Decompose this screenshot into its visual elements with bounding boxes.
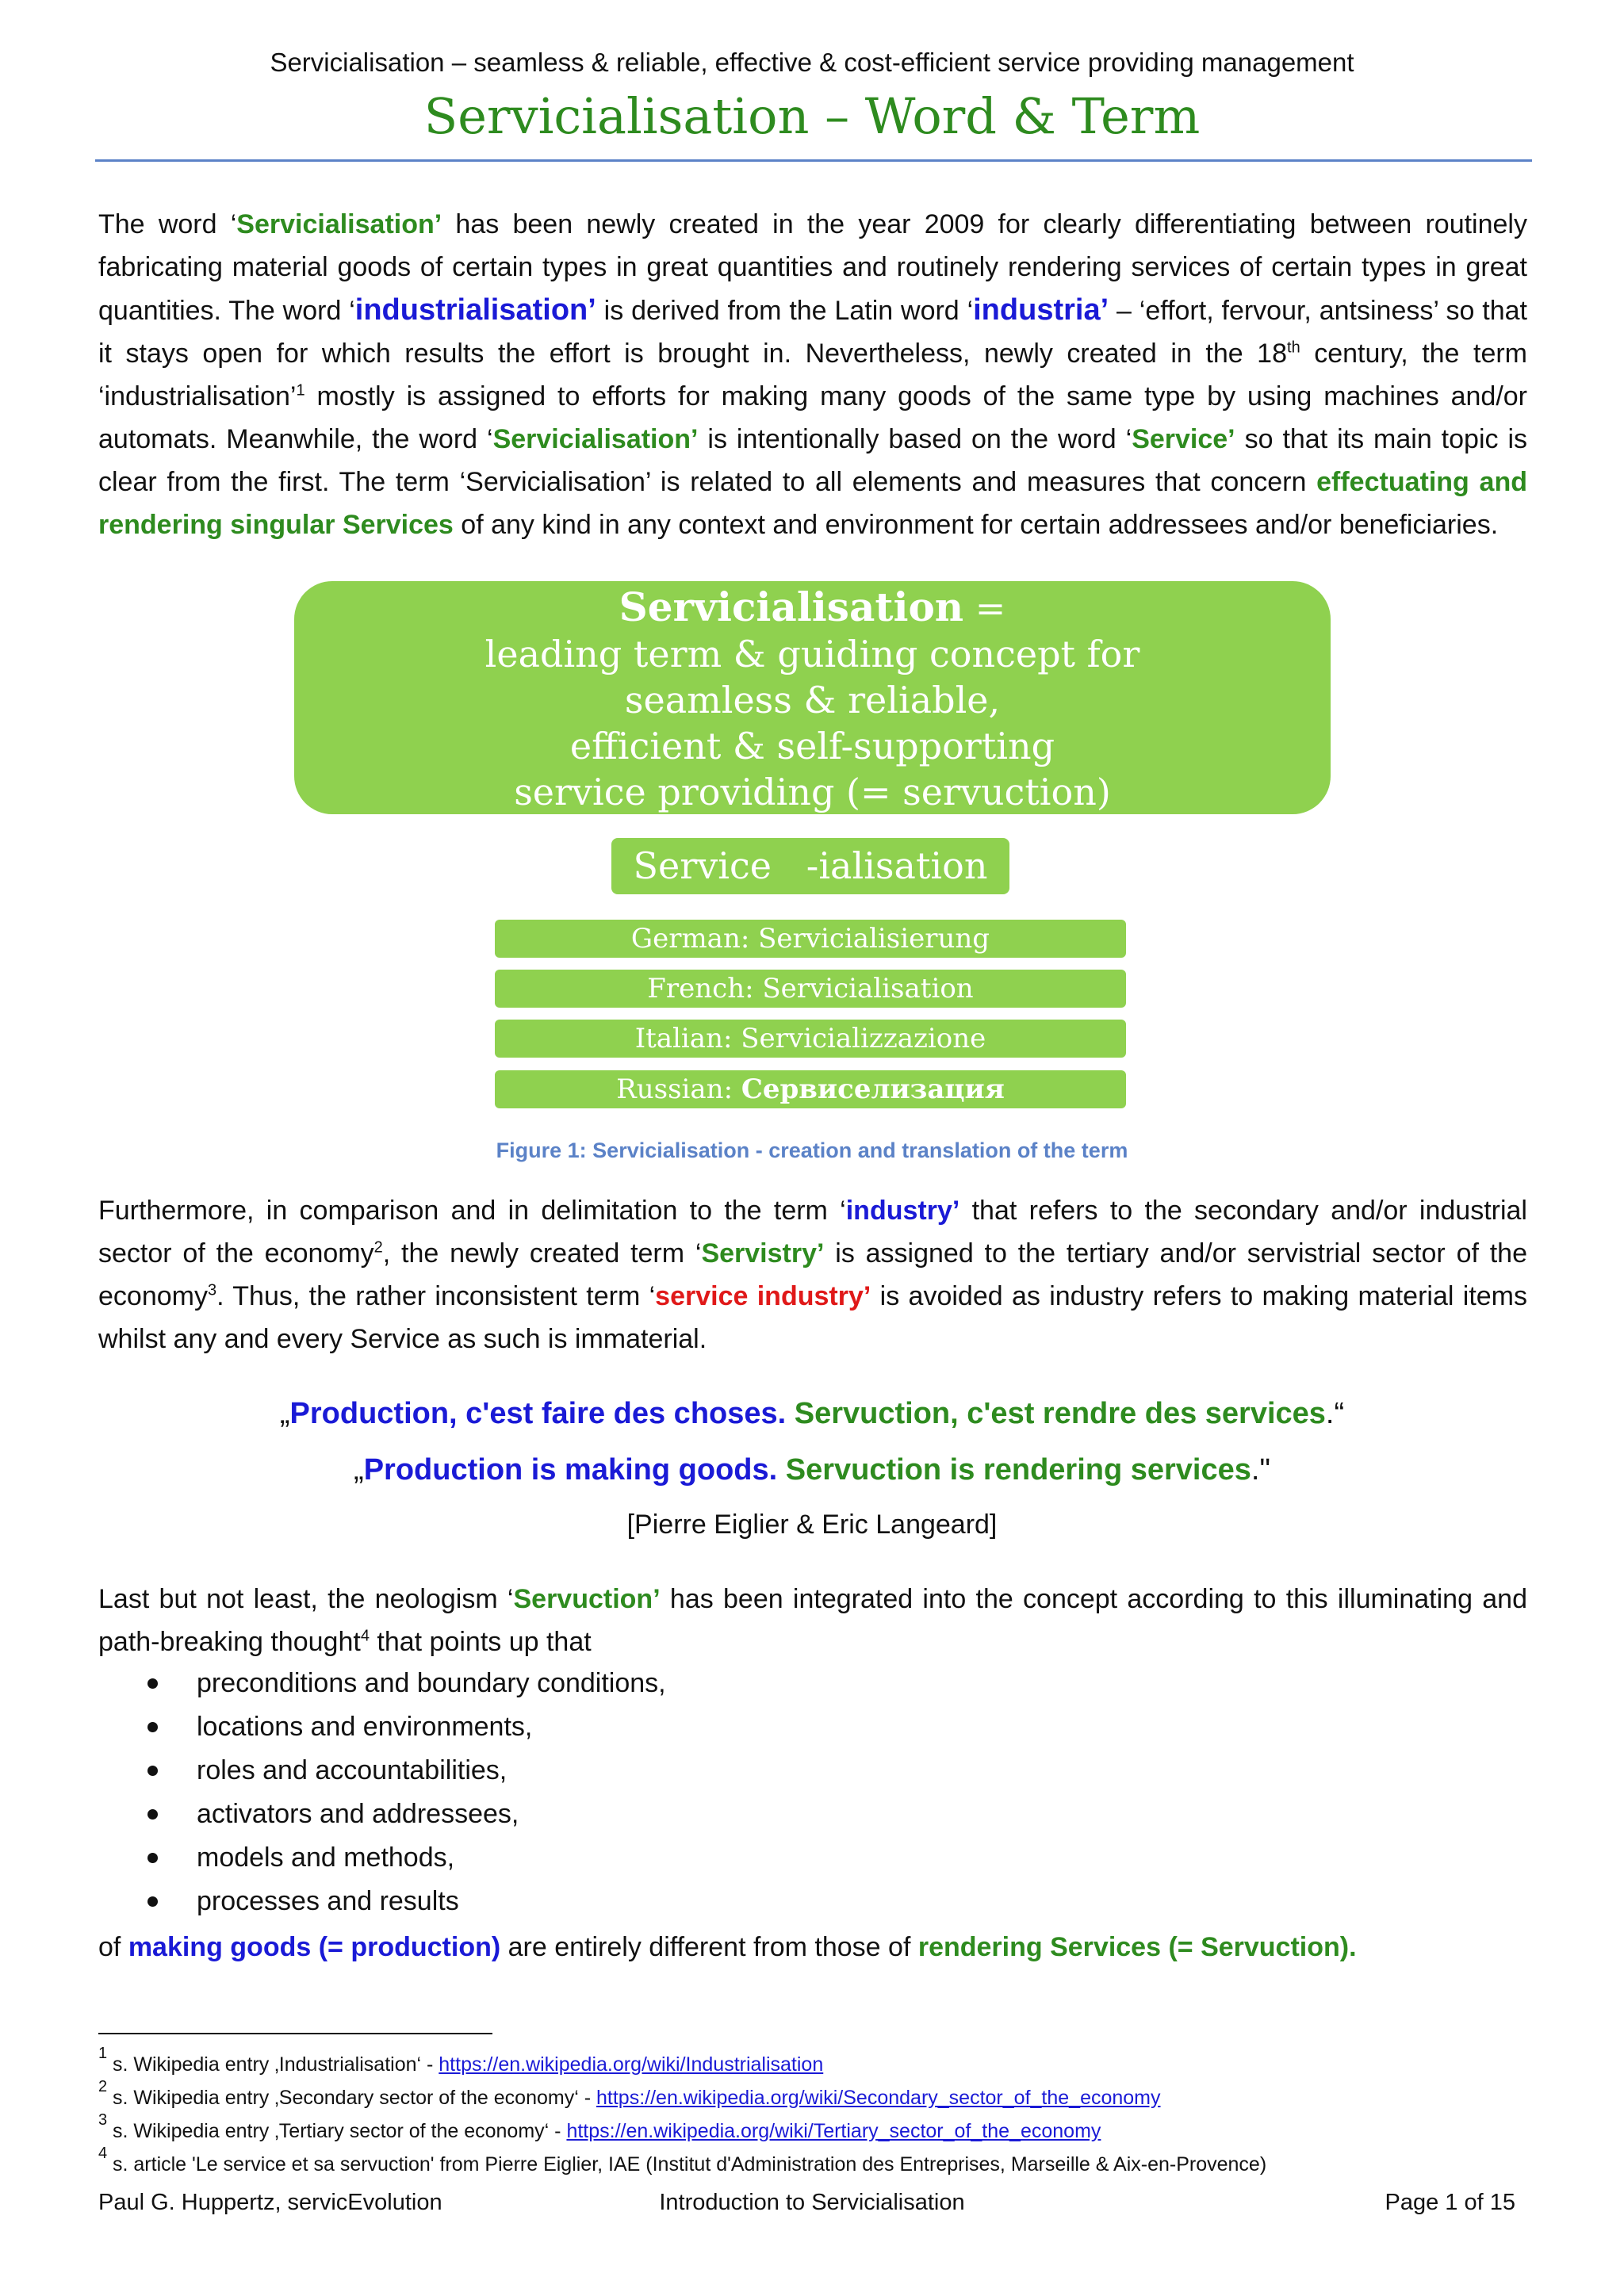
figure-caption: Figure 1: Servicialisation - creation and translation of the term: [496, 1138, 1128, 1162]
quote-french: „Production, c'est faire des choses. Servuction, c'est rendre des services.“: [279, 1397, 1345, 1430]
footnote-1: 1 s. Wikipedia entry ‚Industrialisation‘ - https://en.wikipedia.org/wiki/Industrialisation: [98, 2045, 824, 2076]
list-item: preconditions and boundary conditions,: [98, 1662, 666, 1705]
bullet-icon: [147, 1809, 158, 1820]
figure-line: leading term & guiding concept for: [485, 633, 1140, 675]
list-item: models and methods,: [98, 1836, 666, 1880]
quote-english: „Production is making goods. Servuction is rendering services.": [354, 1453, 1270, 1487]
title-divider: [95, 159, 1532, 162]
figure-line: seamless & reliable,: [624, 679, 1001, 721]
list-item: locations and environments,: [98, 1705, 666, 1749]
footnote-divider: [98, 2033, 492, 2034]
footer-author: Paul G. Huppertz, servicEvolution: [98, 2190, 442, 2215]
list-item: roles and accountabilities,: [98, 1749, 666, 1793]
quote-attribution: [Pierre Eiglier & Eric Langeard]: [626, 1510, 998, 1540]
footnote-link[interactable]: https://en.wikipedia.org/wiki/Industrialisation: [439, 2053, 824, 2076]
bullet-icon: [147, 1678, 158, 1689]
footer-page-number: Page 1 of 15: [1385, 2190, 1515, 2215]
bullet-icon: [147, 1766, 158, 1776]
page-title: Servicialisation – Word & Term: [423, 87, 1201, 145]
translation-russian: Russian: Сервиселизация: [495, 1070, 1126, 1108]
industry-paragraph: Furthermore, in comparison and in delimitation to the term ‘industry’ that refers to the secondary and/or industrial sector of the economy$^2$, the newly created term ‘Servistry’ is assigned to the tertiary and/or servistrial sector of the economy$^3$. Thus, the rather inconsistent term ‘service industry’ is avoided as industry refers to making material items whilst any and every Service as such is immaterial.: [98, 1196, 1528, 1354]
figure-line: service providing (= servuction): [514, 771, 1111, 813]
footnote-3: 3 s. Wikipedia entry ‚Tertiary sector of the economy‘ - https://en.wikipedia.org/wiki/Tertiary_sector_of_the_economy: [98, 2111, 1101, 2142]
servuction-paragraph: Last but not least, the neologism ‘Servuction’ has been integrated into the concept according to this illuminating and path-breaking thought$^4$ that points up that: [98, 1584, 1527, 1657]
intro-paragraph: The word ‘Servicialisation’ has been newly created in the year 2009 for clearly differentiating between routinely fabricating material goods of certain types in great quantities and routinely rendering services of certain types in great quantities. The word ‘industrialisation’ is derived from the Latin word ‘industria’ – ‘effort, fervour, antsiness’ so that it stays open for which results the effort is brought in. Nevertheless, newly created in the 18th century, the term ‘industrialisation’$^1$ mostly is assigned to efforts for making many goods of the same type by using machines and/or automats. Meanwhile, the word ‘Servicialisation’ is intentionally based on the word ‘Service’ so that its main topic is clear from the first. The term ‘Servicialisation’ is related to all elements and measures that concern effectuating and rendering singular Services of any kind in any context and environment for certain addressees and/or beneficiaries.: [98, 209, 1528, 540]
conclusion-line: of making goods (= production) are entirely different from those of rendering Services (= Servuction).: [98, 1932, 1357, 1962]
figure-word-split-box: Service -ialisation: [611, 838, 1009, 894]
bullet-icon: [147, 1853, 158, 1863]
translation-german: German: Servicialisierung: [495, 920, 1126, 958]
list-item: activators and addressees,: [98, 1793, 666, 1836]
translation-french: French: Servicialisation: [495, 970, 1126, 1008]
footnote-4: 4 s. article 'Le service et sa servuction' from Pierre Eiglier, IAE (Institut d'Administration des Entreprises, Marseille & Aix-en-Provence): [98, 2145, 1267, 2175]
list-item: processes and results: [98, 1880, 666, 1923]
footnote-link[interactable]: https://en.wikipedia.org/wiki/Secondary_sector_of_the_economy: [596, 2087, 1161, 2109]
footnote-link[interactable]: https://en.wikipedia.org/wiki/Tertiary_sector_of_the_economy: [566, 2120, 1101, 2142]
translation-italian: Italian: Servicializzazione: [495, 1020, 1126, 1058]
figure-concept-box: Servicialisation = leading term & guiding concept for seamless & reliable, efficient & self-supporting service providing (= servuction): [294, 581, 1331, 814]
footer-document: Introduction to Servicialisation: [659, 2190, 965, 2215]
footnote-2: 2 s. Wikipedia entry ‚Secondary sector of the economy‘ - https://en.wikipedia.org/wiki/Secondary_sector_of_the_economy: [98, 2078, 1161, 2109]
bullet-icon: [147, 1722, 158, 1732]
figure-head-term: Servicialisation: [619, 584, 964, 630]
footnotes: [98, 2045, 1526, 2179]
figure-line: efficient & self-supporting: [569, 725, 1055, 767]
bullet-icon: [147, 1896, 158, 1907]
running-header: Servicialisation – seamless & reliable, effective & cost-efficient service providing management: [270, 48, 1354, 77]
conditions-list: [98, 1662, 666, 1923]
